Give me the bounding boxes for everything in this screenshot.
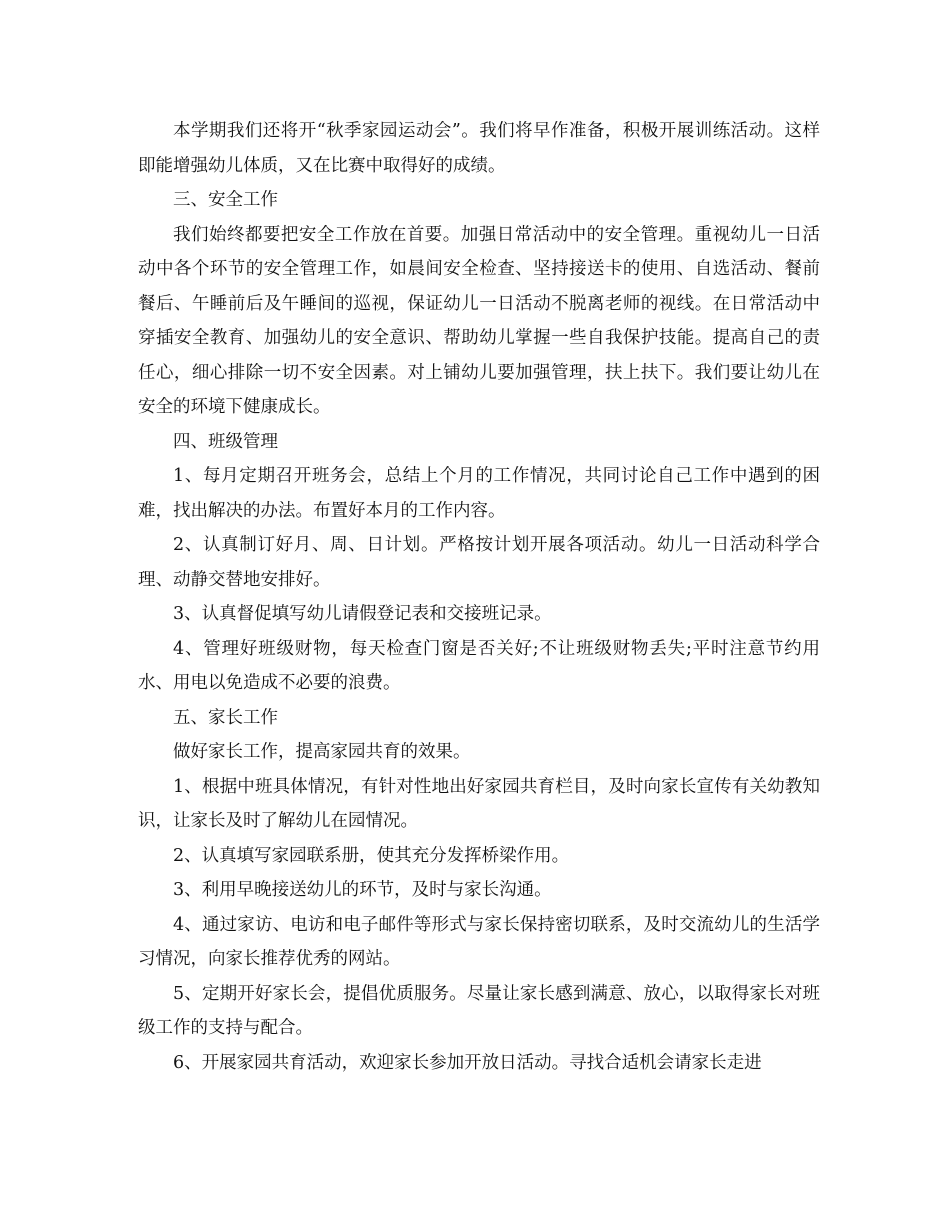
paragraph-safety: 我们始终都要把安全工作放在首要。加强日常活动中的安全管理。重视幼儿一日活动中各个环节的安全管理工作，如晨间安全检查、坚持接送卡的使用、自选活动、餐前餐后、午睡前后及午睡间的巡视，保证幼儿一日活动不脱离老师的视线。在日常活动中穿插安全教育、加强幼儿的安全意识、帮助幼儿掌握一些自我保护技能。提高自己的责任心，细心排除一切不安全因素。对上铺幼儿要加强管理，扶上扶下。我们要让幼儿在安全的环境下健康成长。: [138, 224, 820, 417]
section-heading-parent-work: 五、家长工作: [173, 707, 278, 728]
paragraph-parent-item-5: 5、定期开好家长会，提倡优质服务。尽量让家长感到满意、放心，以取得家长对班级工作的支持与配合。: [138, 983, 820, 1038]
paragraph-parent-item-2: 2、认真填写家园联系册，使其充分发挥桥梁作用。: [173, 845, 570, 866]
paragraph-parent-item-3: 3、利用早晚接送幼儿的环节，及时与家长沟通。: [173, 880, 552, 900]
paragraph-parent-item-4: 4、通过家访、电访和电子邮件等形式与家长保持密切联系，及时交流幼儿的生活学习情况，向家长推荐优秀的网站。: [138, 914, 820, 969]
paragraph-parent-intro: 做好家长工作，提高家园共育的效果。: [173, 742, 471, 762]
paragraph-class-item-1: 1、每月定期召开班务会，总结上个月的工作情况，共同讨论自己工作中遇到的困难，找出解决的办法。布置好本月的工作内容。: [138, 466, 820, 521]
document-body: [138, 114, 820, 1080]
paragraph-parent-item-1: 1、根据中班具体情况，有针对性地出好家园共育栏目，及时向家长宣传有关幼教知识，让家长及时了解幼儿在园情况。: [138, 776, 820, 831]
paragraph-parent-item-6: 6、开展家园共育活动，欢迎家长参加开放日活动。寻找合适机会请家长走进: [173, 1052, 762, 1073]
paragraph-class-item-4: 4、管理好班级财物，每天检查门窗是否关好;不让班级财物丢失;平时注意节约用水、用电以免造成不必要的浪费。: [138, 638, 820, 693]
section-heading-class-management: 四、班级管理: [173, 431, 278, 452]
section-heading-safety: 三、安全工作: [173, 190, 278, 210]
paragraph-sports-meet: 本学期我们还将开“秋季家园运动会”。我们将早作准备，积极开展训练活动。这样即能增强幼儿体质，又在比赛中取得好的成绩。: [138, 121, 820, 176]
paragraph-class-item-2: 2、认真制订好月、周、日计划。严格按计划开展各项活动。幼儿一日活动科学合理、动静交替地安排好。: [138, 535, 820, 590]
paragraph-class-item-3: 3、认真督促填写幼儿请假登记表和交接班记录。: [173, 604, 552, 624]
